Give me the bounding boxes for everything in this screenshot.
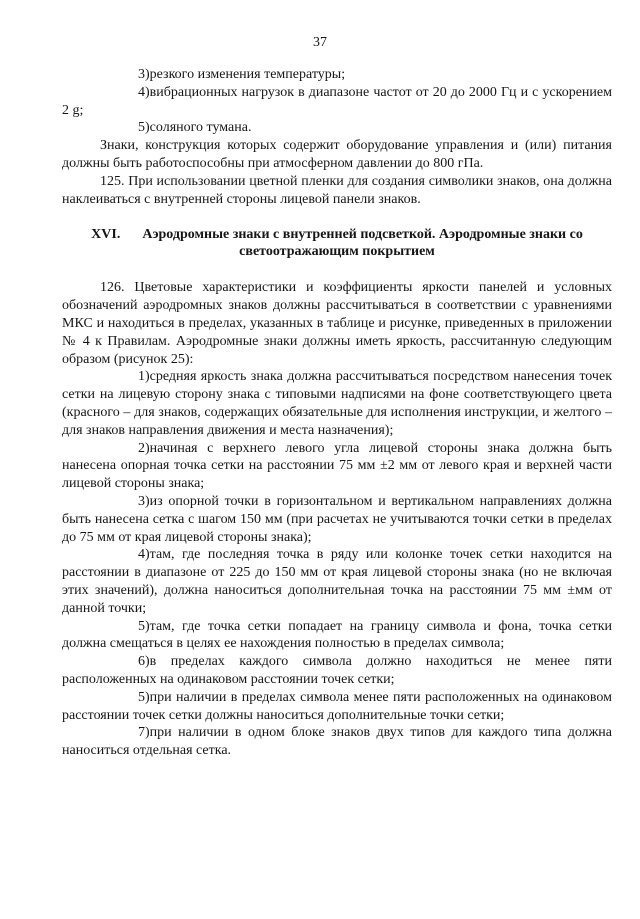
paragraph-126: 126. Цветовые характеристики и коэффициенты яркости панелей и условных обозначений аэродромных знаков должны рассчитываться в соответствии с уравнениями МКС и находиться в пределах, указанных в таблице и рисунке, приведенных в приложении № 4 к Правилам. Аэродромные знаки должны иметь яркость, рассчитанную следующим образом (рисунок 25): bbox=[62, 280, 612, 367]
list-item-number: 4) bbox=[138, 84, 150, 100]
list-item-number: 3) bbox=[138, 493, 150, 509]
paragraph-signs-pressure: Знаки, конструкция которых содержит оборудование управления и (или) питания должны быть работоспособны при атмосферном давлении до 800 гПа. bbox=[62, 138, 612, 171]
list-item-text: резкого изменения температуры; bbox=[149, 67, 346, 82]
list-126-item-5b bbox=[62, 689, 612, 725]
page-content bbox=[62, 66, 612, 760]
list-item-text: при наличии в пределах символа менее пяти расположенных на одинаковом расстоянии точек сетки должны наноситься дополнительные точки сетки; bbox=[62, 689, 612, 723]
list-126-item-3 bbox=[62, 493, 612, 546]
list-126-item-5 bbox=[62, 618, 612, 654]
list-126-item-1 bbox=[62, 368, 612, 439]
list-item-3 bbox=[62, 66, 612, 84]
list-item-number: 5) bbox=[138, 689, 150, 705]
list-item-number: 6) bbox=[138, 654, 150, 670]
list-item-text: при наличии в одном блоке знаков двух типов для каждого типа должна наноситься отдельная сетка. bbox=[62, 725, 612, 759]
list-item-text: средняя яркость знака должна рассчитываться посредством нанесения точек сетки на лицевую сторону знака с типовыми надписями на фоне соответствующего цвета (красного – для знаков, содержащих обязательные для исполнения инструкции, и желтого – для знаков направления движения и места назначения); bbox=[62, 369, 612, 438]
section-heading bbox=[62, 226, 612, 260]
paragraph-125: 125. При использовании цветной пленки для создания символики знаков, она должна наклеиваться с внутренней стороны лицевой панели знаков. bbox=[62, 173, 612, 207]
list-item-text: соляного тумана. bbox=[149, 120, 252, 136]
list-item-number: 5) bbox=[138, 120, 150, 136]
list-item-number: 3) bbox=[138, 67, 150, 82]
section-number: XVI. bbox=[91, 227, 121, 243]
list-126-item-4 bbox=[62, 546, 612, 617]
list-item-text: из опорной точки в горизонтальном и вертикальном направлениях должна быть нанесена сетка с шагом 150 мм (при расчетах не учитываются точки сетки в пределах до 75 мм от края лицевой стороны знака); bbox=[62, 493, 612, 545]
list-item-text: вибрационных нагрузок в диапазоне частот от 20 до 2000 Гц и с ускорением 2 g; bbox=[62, 84, 612, 118]
list-item-text: начиная с верхнего левого угла лицевой стороны знака должна быть нанесена опорная точка сетки на расстоянии 75 мм ±2 мм от левого края и верхней части лицевой стороны знака; bbox=[62, 440, 612, 492]
list-item-number: 5) bbox=[138, 618, 150, 634]
list-item-number: 7) bbox=[138, 725, 150, 741]
list-126-item-7 bbox=[62, 724, 612, 760]
list-item-text: там, где точка сетки попадает на границу символа и фона, точка сетки должна смещаться в целях ее нахождения полностью в пределах символа; bbox=[62, 618, 612, 652]
section-title: Аэродромные знаки с внутренней подсветкой. Аэродромные знаки со светоотражающим покрытием bbox=[142, 227, 583, 260]
list-item-number: 1) bbox=[138, 369, 150, 385]
list-item-4 bbox=[62, 84, 612, 120]
list-item-number: 2) bbox=[138, 440, 150, 456]
list-item-text: там, где последняя точка в ряду или колонке точек сетки находится на расстоянии в диапазоне от 225 до 150 мм от края лицевой стороны знака (но не включая этих значений), должна наноситься дополнительная точка на расстоянии 75 мм ±мм от данной точки; bbox=[62, 547, 612, 616]
list-126-item-6 bbox=[62, 653, 612, 689]
list-126-item-2 bbox=[62, 440, 612, 493]
list-item-text: в пределах каждого символа должно находиться не менее пяти расположенных на одинаковом расстоянии точек сетки; bbox=[62, 654, 612, 687]
list-item-5 bbox=[62, 119, 612, 137]
list-item-number: 4) bbox=[138, 547, 150, 563]
page-number: 37 bbox=[313, 35, 327, 50]
